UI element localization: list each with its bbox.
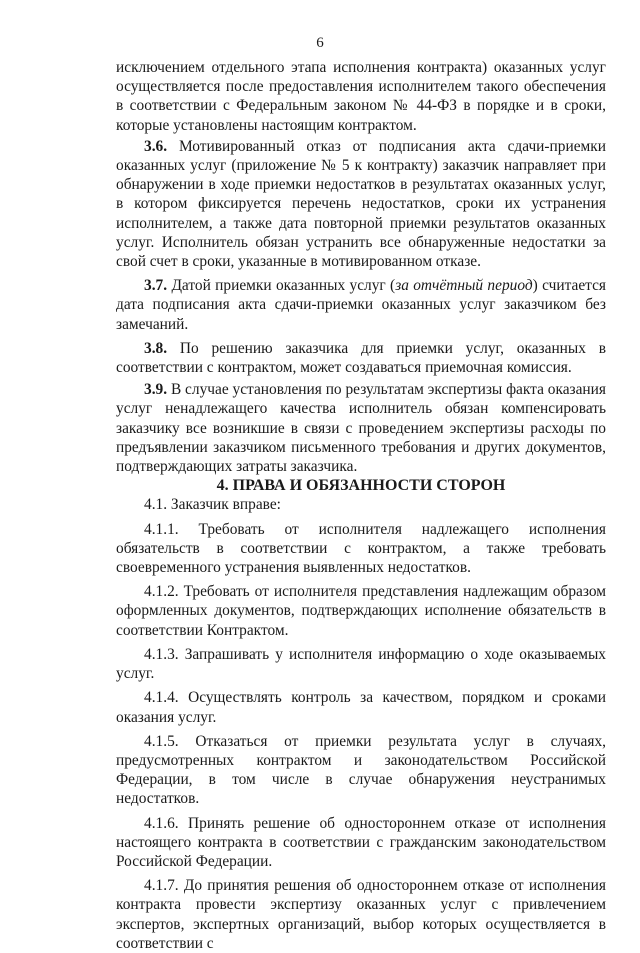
- clause-text: ) считается дата подписания акта сдачи-приемки оказанных услуг заказчиком без замечаний.: [116, 277, 606, 333]
- clause-text: Датой приемки оказанных услуг (: [167, 277, 396, 295]
- clause-4-1: 4.1. Заказчик вправе:: [144, 496, 281, 514]
- clause-3-8: [116, 339, 606, 377]
- clause-text: Мотивированный отказ от подписания акта сдачи-приемки оказанных услуг (приложение № 5 к контракту) заказчик направляет при обнаружении в ходе приемки недостатков в результатах оказанных услуг, в котором фиксируется перечень недостатков, сроки их устранения исполнителем, а также дата повторной приемки результатов оказанных услуг. Исполнитель обязан устранить все обнаруженные недостатки за свой счет в сроки, указанные в мотивированном отказе.: [116, 137, 606, 271]
- paragraph-intro: исключением отдельного этапа исполнения контракта) оказанных услуг осуществляется после предоставления исполнителем такого обеспечения в соответствии с Федеральным законом № 44-ФЗ в порядке и в сроки, которые установлены настоящим контрактом.: [116, 59, 606, 134]
- clause-text: В случае установления по результатам экспертизы факта оказания услуг ненадлежащего качества исполнитель обязан компенсировать заказчику все возникшие в связи с проведением экспертизы расходы по предъявлении заказчиком письменного требования и других документов, подтверждающих затраты заказчика.: [116, 381, 606, 476]
- document-body: [116, 58, 606, 953]
- clause-text-italic: за отчётный период: [395, 277, 533, 295]
- clause-4-1-5: 4.1.5. Отказаться от приемки результата услуг в случаях, предусмотренных контрактом и законодательством Российской Федерации, в том числе в случае обнаружения неустранимых недостатков.: [116, 732, 606, 808]
- clause-text: По решению заказчика для приемки услуг, оказанных в соответствии с контрактом, может создаваться приемочная комиссия.: [116, 339, 606, 377]
- clause-number: 3.8.: [144, 339, 168, 357]
- page-number: 6: [316, 35, 324, 51]
- clause-4-1-4: 4.1.4. Осуществлять контроль за качеством, порядком и сроками оказания услуг.: [116, 689, 606, 726]
- clause-4-1-7: 4.1.7. До принятия решения об одностороннем отказе от исполнения контракта провести экспертизу оказанных услуг с привлечением экспертов, экспертных организаций, выбор которых осуществляется в соответствии с: [116, 877, 606, 952]
- clause-4-1-6: 4.1.6. Принять решение об одностороннем отказе от исполнения настоящего контракта в соответствии с гражданским законодательством Российской Федерации.: [116, 814, 606, 870]
- clause-3-6: [116, 137, 606, 271]
- clause-4-1-2: 4.1.2. Требовать от исполнителя представления надлежащим образом оформленных документов, подтверждающих исполнение обязательств в соответствии Контрактом.: [116, 583, 606, 639]
- clause-number: 3.9.: [144, 381, 168, 399]
- clause-3-9: [116, 380, 606, 476]
- clause-number: 3.7.: [144, 277, 168, 295]
- clause-3-7: [116, 276, 606, 334]
- section-heading: 4. ПРАВА И ОБЯЗАННОСТИ СТОРОН: [216, 477, 506, 495]
- clause-number: 3.6.: [144, 137, 168, 155]
- clause-4-1-3: 4.1.3. Запрашивать у исполнителя информацию о ходе оказываемых услуг.: [116, 645, 606, 683]
- clause-4-1-1: 4.1.1. Требовать от исполнителя надлежащего исполнения обязательств в соответствии с контрактом, а также требовать своевременного устранения выявленных недостатков.: [116, 520, 606, 577]
